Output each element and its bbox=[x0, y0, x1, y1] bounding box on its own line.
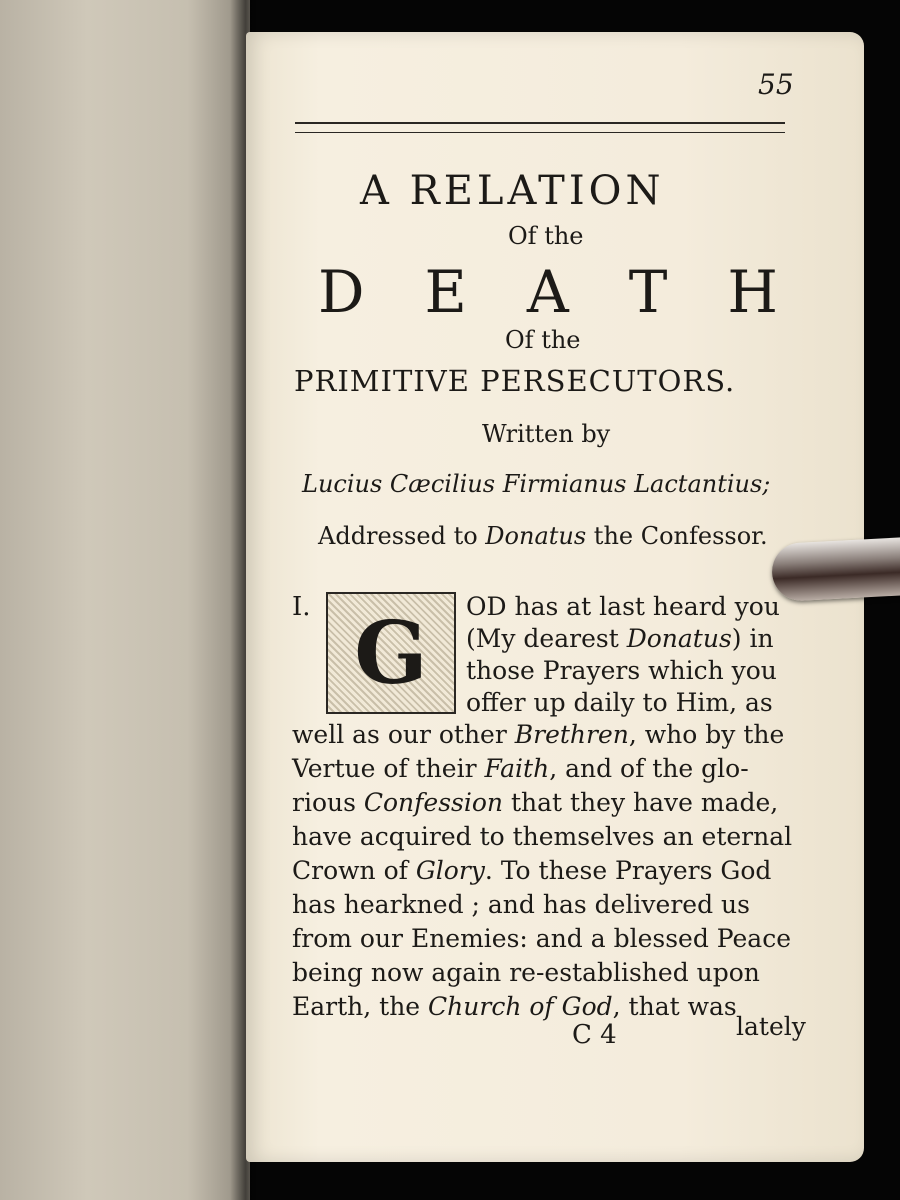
header-rule bbox=[295, 122, 785, 124]
pen-pointer bbox=[771, 536, 900, 602]
line-text: offer up daily to Him, as bbox=[466, 688, 773, 717]
dedication bbox=[318, 522, 768, 550]
signature-mark: C 4 bbox=[572, 1020, 617, 1050]
body-line bbox=[466, 624, 774, 653]
body-line bbox=[292, 890, 750, 919]
body-line bbox=[466, 592, 780, 621]
line-text: OD has at last heard you bbox=[466, 592, 780, 621]
body-line bbox=[292, 720, 784, 749]
drop-cap-letter: G bbox=[354, 602, 428, 704]
line-italic: Confession bbox=[363, 788, 504, 817]
line-text: has hearkned ; and has delivered us bbox=[292, 890, 750, 919]
body-line bbox=[292, 822, 792, 851]
line-text: (My dearest bbox=[466, 624, 627, 653]
line-text-after: , that was bbox=[612, 992, 737, 1021]
body-line bbox=[292, 856, 771, 885]
body-line bbox=[466, 656, 777, 685]
of-the-line-2: Of the bbox=[505, 326, 581, 354]
header-rule-thin bbox=[295, 132, 785, 133]
line-text: well as our other bbox=[292, 720, 515, 749]
dedication-name: Donatus bbox=[485, 522, 587, 550]
line-italic: Brethren bbox=[514, 720, 629, 749]
line-text: have acquired to themselves an eternal bbox=[292, 822, 793, 851]
line-text: Crown of bbox=[292, 856, 416, 885]
line-text: being now again re-established upon bbox=[292, 958, 760, 987]
line-italic: Faith bbox=[484, 754, 550, 783]
left-page-show-through bbox=[10, 0, 240, 1200]
catchword: lately bbox=[736, 1012, 806, 1041]
line-text: rious bbox=[292, 788, 364, 817]
line-italic: Glory bbox=[415, 856, 485, 885]
line-text-after: , who by the bbox=[628, 720, 785, 749]
dedication-post: the Confessor. bbox=[586, 522, 768, 550]
body-line bbox=[292, 924, 791, 953]
section-numeral: I. bbox=[292, 592, 311, 622]
line-text-after: , and of the glo- bbox=[549, 754, 749, 783]
death-heading bbox=[318, 258, 778, 326]
page-title: A RELATION bbox=[360, 168, 665, 214]
author-name: Lucius Cæcilius Firmianus Lactantius; bbox=[302, 470, 771, 498]
line-text-after: ) in bbox=[731, 624, 774, 653]
line-text-after: . To these Prayers God bbox=[484, 856, 772, 885]
body-line bbox=[292, 958, 760, 987]
ornamental-drop-cap bbox=[326, 592, 456, 714]
death-letter: A bbox=[526, 258, 569, 326]
dedication-pre: Addressed to bbox=[318, 522, 486, 550]
line-italic: Donatus bbox=[626, 624, 732, 653]
body-line bbox=[292, 788, 778, 817]
death-letter: T bbox=[628, 258, 668, 326]
line-text: Vertue of their bbox=[292, 754, 485, 783]
line-text-after: that they have made, bbox=[503, 788, 779, 817]
subject-heading: PRIMITIVE PERSECUTORS. bbox=[294, 364, 736, 398]
page-number: 55 bbox=[758, 68, 794, 101]
body-line bbox=[466, 688, 773, 717]
of-the-line-1: Of the bbox=[508, 222, 584, 250]
line-text: from our Enemies: and a blessed Peace bbox=[292, 924, 791, 953]
body-line bbox=[292, 992, 737, 1021]
death-letter: E bbox=[424, 258, 467, 326]
line-text: Earth, the bbox=[292, 992, 429, 1021]
line-text: those Prayers which you bbox=[466, 656, 777, 685]
death-letter: D bbox=[318, 258, 365, 326]
line-italic: Church of God bbox=[428, 992, 613, 1021]
written-by: Written by bbox=[482, 420, 611, 448]
death-letter: H bbox=[727, 258, 778, 326]
body-line bbox=[292, 754, 749, 783]
